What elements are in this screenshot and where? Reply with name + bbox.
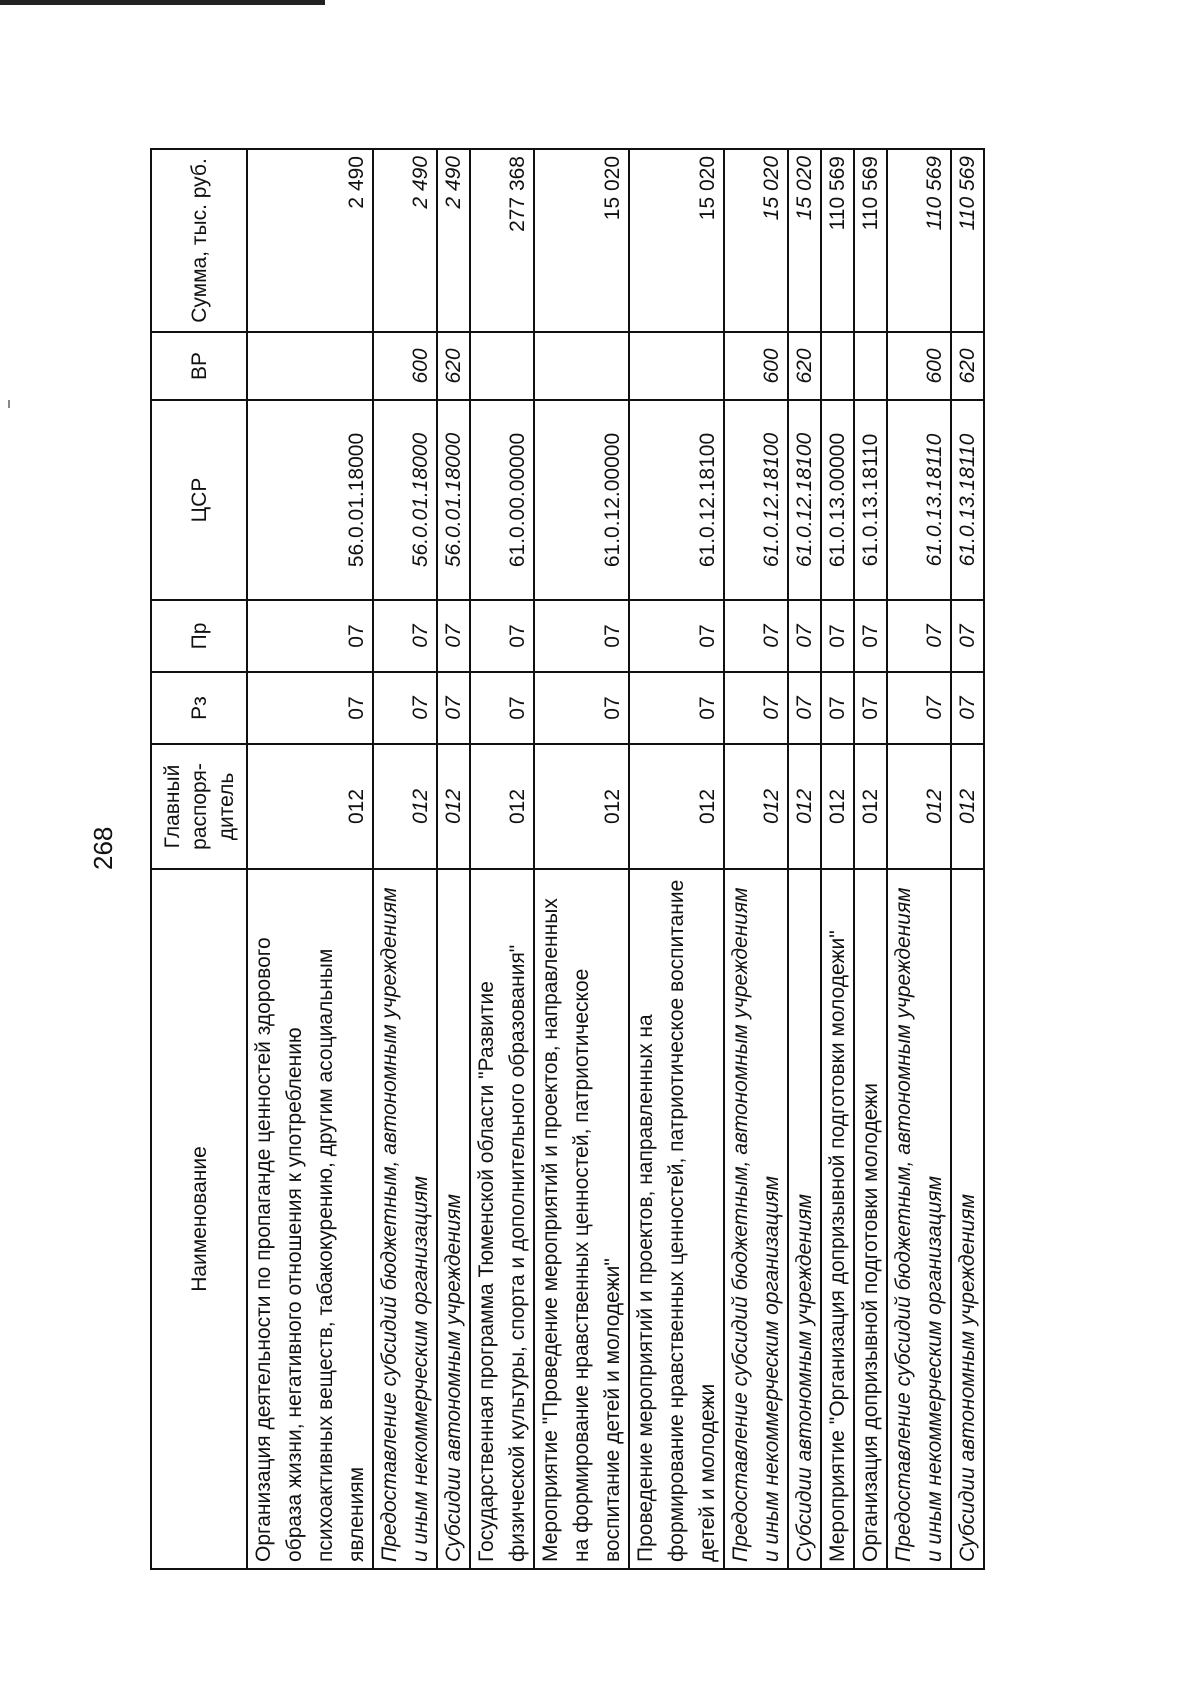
cell-pr: 07	[373, 600, 437, 672]
cell-rz: 07	[854, 672, 887, 744]
cell-pr: 07	[437, 600, 470, 672]
cell-pr: 07	[724, 600, 788, 672]
cell-sum: 15 020	[724, 149, 788, 332]
cell-sum: 277 368	[470, 149, 534, 332]
cell-pr: 07	[534, 600, 629, 672]
table-row	[629, 149, 724, 1569]
header-pr: Пр	[151, 600, 247, 672]
cell-csr: 56.0.01.18000	[437, 400, 470, 600]
cell-csr: 56.0.01.18000	[247, 400, 373, 600]
table-row	[534, 149, 629, 1569]
cell-pr: 07	[951, 600, 984, 672]
rotated-page	[80, 120, 1040, 1600]
cell-pr: 07	[470, 600, 534, 672]
cell-name: Субсидии автономным учреждениям	[951, 869, 984, 1569]
cell-gr: 012	[788, 744, 821, 869]
cell-vr	[247, 332, 373, 400]
cell-gr: 012	[821, 744, 854, 869]
table-row	[247, 149, 373, 1569]
cell-sum: 2 490	[373, 149, 437, 332]
cell-pr: 07	[887, 600, 951, 672]
header-name: Наименование	[151, 869, 247, 1569]
cell-csr: 61.0.12.18100	[788, 400, 821, 600]
header-csr: ЦСР	[151, 400, 247, 600]
cell-vr	[854, 332, 887, 400]
cell-sum: 110 569	[951, 149, 984, 332]
table-header-row	[151, 149, 247, 1569]
cell-sum: 110 569	[854, 149, 887, 332]
cell-rz: 07	[887, 672, 951, 744]
cell-rz: 07	[437, 672, 470, 744]
cell-pr: 07	[854, 600, 887, 672]
table-row	[854, 149, 887, 1569]
cell-sum: 110 569	[821, 149, 854, 332]
cell-sum: 15 020	[788, 149, 821, 332]
cell-name: Предоставление субсидий бюджетным, автономным учреждениям и иным некоммерческим организациям	[724, 869, 788, 1569]
cell-csr: 61.0.13.18110	[951, 400, 984, 600]
cell-csr: 61.0.12.00000	[534, 400, 629, 600]
cell-pr: 07	[629, 600, 724, 672]
cell-vr	[470, 332, 534, 400]
cell-rz: 07	[373, 672, 437, 744]
cell-pr: 07	[788, 600, 821, 672]
cell-gr: 012	[470, 744, 534, 869]
cell-pr: 07	[247, 600, 373, 672]
cell-rz: 07	[629, 672, 724, 744]
cell-name: Предоставление субсидий бюджетным, автономным учреждениям и иным некоммерческим организациям	[373, 869, 437, 1569]
cell-gr: 012	[534, 744, 629, 869]
scan-top-rule	[0, 0, 325, 5]
cell-vr	[629, 332, 724, 400]
cell-vr: 600	[724, 332, 788, 400]
cell-csr: 61.0.12.18100	[724, 400, 788, 600]
cell-pr: 07	[821, 600, 854, 672]
cell-sum: 15 020	[534, 149, 629, 332]
cell-name: Мероприятие "Проведение мероприятий и проектов, направленных на формирование нравственных ценностей, патриотическое воспитание детей и молодежи"	[534, 869, 629, 1569]
cell-name: Организация деятельности по пропаганде ценностей здорового образа жизни, негативного отношения к употреблению психоактивных веществ, табакокурению, другим асоциальным явлениям	[247, 869, 373, 1569]
cell-gr: 012	[373, 744, 437, 869]
cell-name: Субсидии автономным учреждениям	[437, 869, 470, 1569]
page-number: 268	[88, 826, 118, 870]
cell-csr: 61.0.12.18100	[629, 400, 724, 600]
cell-name: Субсидии автономным учреждениям	[788, 869, 821, 1569]
cell-vr: 620	[788, 332, 821, 400]
cell-name: Предоставление субсидий бюджетным, автономным учреждениям и иным некоммерческим организациям	[887, 869, 951, 1569]
cell-gr: 012	[951, 744, 984, 869]
cell-gr: 012	[437, 744, 470, 869]
table-row	[724, 149, 788, 1569]
cell-vr	[534, 332, 629, 400]
cell-name: Государственная программа Тюменской области "Развитие физической культуры, спорта и дополнительного образования"	[470, 869, 534, 1569]
table-row	[470, 149, 534, 1569]
cell-sum: 2 490	[437, 149, 470, 332]
budget-table	[150, 148, 985, 1570]
table-row	[887, 149, 951, 1569]
header-gr: Главный распоря-дитель	[151, 744, 247, 869]
scan-speck	[8, 400, 10, 408]
cell-vr: 620	[437, 332, 470, 400]
cell-sum: 2 490	[247, 149, 373, 332]
cell-rz: 07	[951, 672, 984, 744]
cell-sum: 15 020	[629, 149, 724, 332]
cell-vr: 600	[887, 332, 951, 400]
header-sum: Сумма, тыс. руб.	[151, 149, 247, 332]
cell-rz: 07	[821, 672, 854, 744]
cell-csr: 61.0.00.00000	[470, 400, 534, 600]
cell-gr: 012	[854, 744, 887, 869]
cell-gr: 012	[887, 744, 951, 869]
cell-rz: 07	[247, 672, 373, 744]
header-vr: ВР	[151, 332, 247, 400]
table-row	[821, 149, 854, 1569]
cell-gr: 012	[724, 744, 788, 869]
cell-rz: 07	[534, 672, 629, 744]
cell-rz: 07	[724, 672, 788, 744]
cell-rz: 07	[788, 672, 821, 744]
table-row	[373, 149, 437, 1569]
cell-csr: 61.0.13.00000	[821, 400, 854, 600]
cell-gr: 012	[629, 744, 724, 869]
cell-gr: 012	[247, 744, 373, 869]
cell-csr: 61.0.13.18110	[887, 400, 951, 600]
cell-csr: 61.0.13.18110	[854, 400, 887, 600]
table-row	[788, 149, 821, 1569]
cell-sum: 110 569	[887, 149, 951, 332]
cell-vr: 620	[951, 332, 984, 400]
cell-rz: 07	[470, 672, 534, 744]
cell-name: Организация допризывной подготовки молодежи	[854, 869, 887, 1569]
table-row	[951, 149, 984, 1569]
table-row	[437, 149, 470, 1569]
cell-name: Проведение мероприятий и проектов, направленных на формирование нравственных ценностей, патриотическое воспитание детей и молодежи	[629, 869, 724, 1569]
cell-vr	[821, 332, 854, 400]
header-rz: Рз	[151, 672, 247, 744]
cell-csr: 56.0.01.18000	[373, 400, 437, 600]
cell-vr: 600	[373, 332, 437, 400]
cell-name: Мероприятие "Организация допризывной подготовки молодежи"	[821, 869, 854, 1569]
